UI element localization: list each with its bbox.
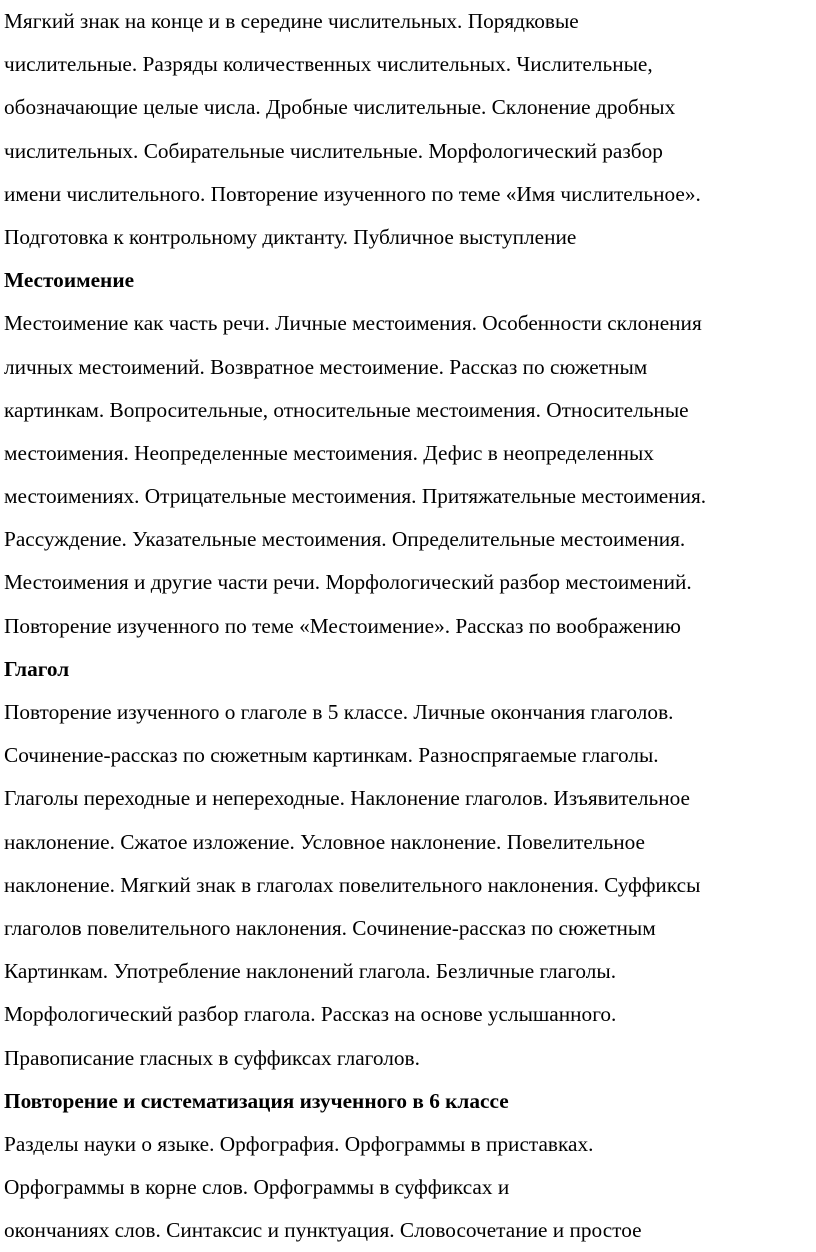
text-line: Мягкий знак на конце и в середине числительных. Порядковые — [4, 9, 579, 33]
text-line: личных местоимений. Возвратное местоимение. Рассказ по сюжетным — [4, 354, 648, 379]
text-line: Морфологический разбор глагола. Рассказ на основе услышанного. — [4, 1002, 617, 1027]
section-heading-review: Повторение и систематизация изученного в 6 классе — [4, 1088, 509, 1113]
text-line: Картинкам. Употребление наклонений глагола. Безличные глаголы. — [4, 959, 617, 984]
section-heading-verb: Глагол — [4, 656, 70, 681]
text-line: числительных. Собирательные числительные. Морфологический разбор — [4, 138, 663, 163]
text-line: картинкам. Вопросительные, относительные местоимения. Относительные — [4, 397, 689, 422]
text-line: Сочинение-рассказ по сюжетным картинкам. Разноспрягаемые глаголы. — [4, 743, 659, 768]
text-line: местоимениях. Отрицательные местоимения. Притяжательные местоимения. — [4, 484, 707, 509]
text-line: Местоимения и другие части речи. Морфологический разбор местоимений. — [4, 570, 692, 595]
text-line: имени числительного. Повторение изученного по теме «Имя числительное». — [4, 181, 701, 206]
text-line: Глаголы переходные и непереходные. Наклонение глаголов. Изъявительное — [4, 786, 690, 811]
paragraph-review — [4, 1123, 814, 1252]
paragraph-verb — [4, 691, 814, 1080]
text-line: наклонение. Сжатое изложение. Условное наклонение. Повелительное — [4, 829, 645, 854]
text-line: местоимения. Неопределенные местоимения. Дефис в неопределенных — [4, 440, 654, 465]
text-line: Подготовка к контрольному диктанту. Публичное выступление — [4, 224, 577, 249]
text-line: числительные. Разряды количественных числительных. Числительные, — [4, 52, 653, 77]
text-line: окончаниях слов. Синтаксис и пунктуация. Словосочетание и простое — [4, 1218, 642, 1243]
text-line: глаголов повелительного наклонения. Сочинение-рассказ по сюжетным — [4, 915, 656, 940]
text-line: обозначающие целые числа. Дробные числительные. Склонение дробных — [4, 95, 676, 120]
text-line: Орфограммы в корне слов. Орфограммы в суффиксах и — [4, 1175, 510, 1200]
text-line: Рассуждение. Указательные местоимения. Определительные местоимения. — [4, 527, 686, 552]
document-body — [4, 0, 814, 1252]
paragraph-pronoun — [4, 302, 814, 648]
text-line: Правописание гласных в суффиксах глаголов. — [4, 1045, 420, 1070]
section-heading-pronoun: Местоимение — [4, 268, 135, 293]
text-line: Повторение изученного по теме «Местоимение». Рассказ по воображению — [4, 613, 681, 638]
text-line: Разделы науки о языке. Орфография. Орфограммы в приставках. — [4, 1131, 594, 1156]
text-line: Повторение изученного о глаголе в 5 классе. Личные окончания глаголов. — [4, 700, 674, 724]
text-line: наклонение. Мягкий знак в глаголах повелительного наклонения. Суффиксы — [4, 872, 701, 897]
text-line: Местоимение как часть речи. Личные местоимения. Особенности склонения — [4, 311, 702, 336]
paragraph-numerals — [4, 0, 814, 259]
